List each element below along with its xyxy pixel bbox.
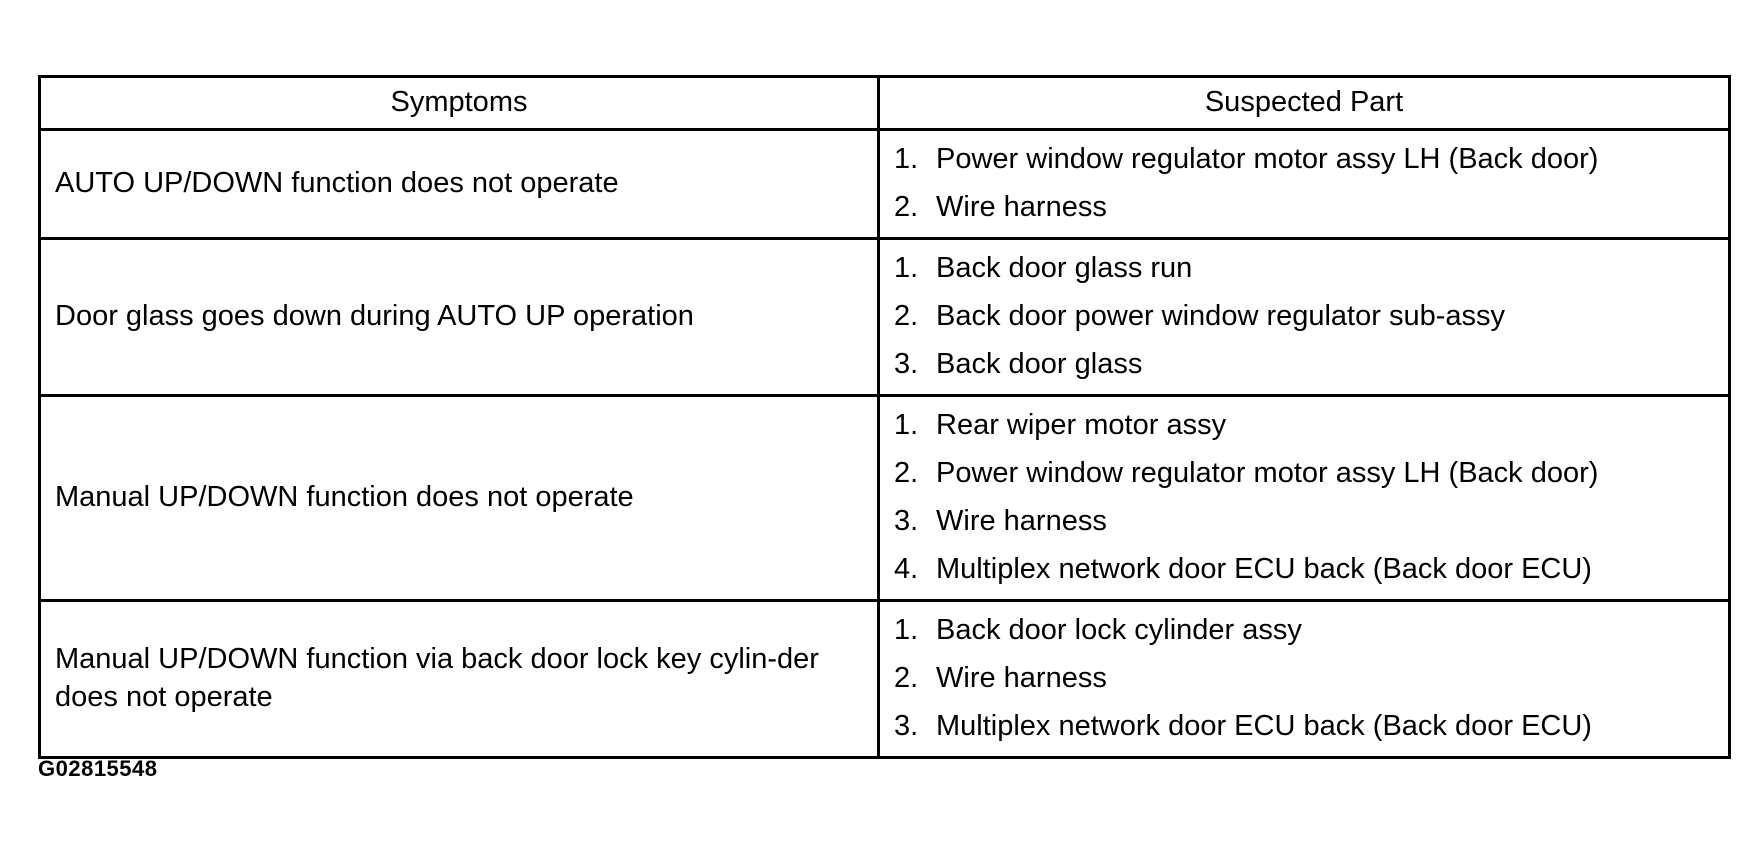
table-header-row [40,77,1730,130]
part-text: Multiplex network door ECU back (Back door ECU) [936,710,1592,743]
part-number: 3. [894,348,919,381]
symptom-table [38,75,1731,759]
part-item [894,703,1714,751]
part-item [894,402,1714,450]
part-text: Back door power window regulator sub-assy [936,300,1505,333]
part-number: 2. [894,300,919,333]
header-suspected-part: Suspected Part [879,77,1730,130]
part-item [894,136,1714,184]
suspected-parts-cell [879,130,1730,239]
part-text: Back door lock cylinder assy [936,614,1302,647]
header-symptoms: Symptoms [40,77,879,130]
part-text: Power window regulator motor assy LH (Back door) [936,457,1599,490]
figure-id: G02815548 [38,756,158,781]
part-item [894,546,1714,594]
part-number: 2. [894,457,919,490]
part-number: 2. [894,662,919,695]
table-row [40,601,1730,758]
part-number: 1. [894,614,919,647]
part-text: Rear wiper motor assy [936,409,1227,442]
table-row [40,239,1730,396]
part-text: Multiplex network door ECU back (Back door ECU) [936,553,1592,586]
diagnosis-table-container [38,75,1728,759]
table-row [40,396,1730,601]
symptom-cell: Manual UP/DOWN function via back door lock key cylin-der does not operate [40,601,879,758]
part-item [894,341,1714,389]
part-text: Back door glass [936,348,1143,381]
part-text: Wire harness [936,662,1107,695]
part-item [894,498,1714,546]
part-text: Back door glass run [936,252,1193,285]
part-item [894,450,1714,498]
part-number: 1. [894,143,919,176]
part-number: 1. [894,252,919,285]
part-item [894,655,1714,703]
part-number: 3. [894,710,919,743]
part-item [894,293,1714,341]
part-number: 1. [894,409,919,442]
part-text: Wire harness [936,191,1107,224]
suspected-parts-cell [879,601,1730,758]
symptom-cell: Door glass goes down during AUTO UP operation [40,239,879,396]
symptom-cell: AUTO UP/DOWN function does not operate [40,130,879,239]
part-number: 2. [894,191,919,224]
part-number: 3. [894,505,919,538]
table-row [40,130,1730,239]
part-text: Power window regulator motor assy LH (Back door) [936,143,1599,176]
part-item [894,607,1714,655]
suspected-parts-cell [879,396,1730,601]
suspected-parts-cell [879,239,1730,396]
symptom-cell: Manual UP/DOWN function does not operate [40,396,879,601]
part-number: 4. [894,553,919,586]
part-text: Wire harness [936,505,1107,538]
part-item [894,245,1714,293]
part-item [894,184,1714,232]
